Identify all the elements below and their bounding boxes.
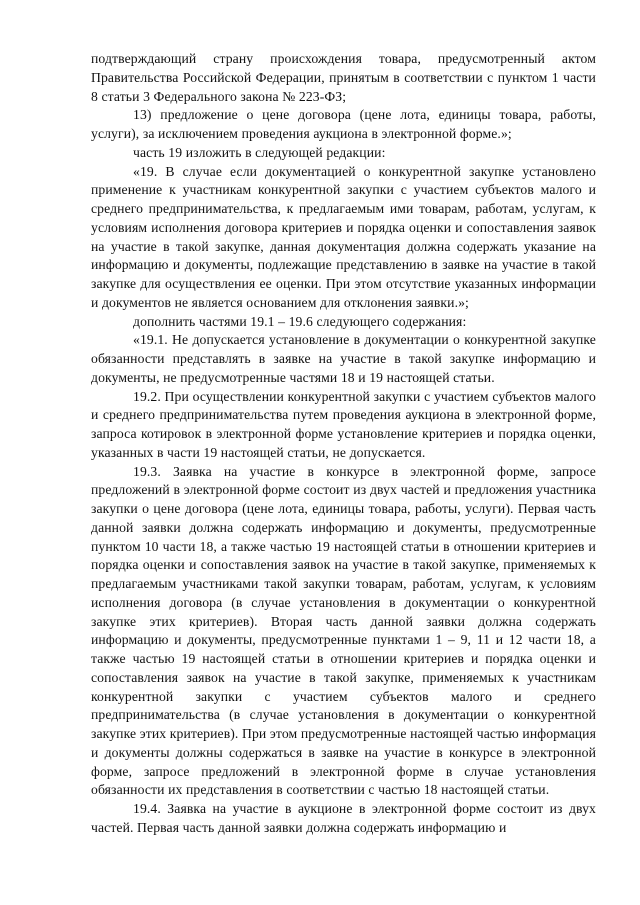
- paragraph-country-of-origin: подтверждающий страну происхождения товара, предусмотренный актом Правительства Российской Федерации, принятым в соответствии с пунктом 1 части 8 статьи 3 Федерального закона № 223-ФЗ;: [91, 51, 596, 104]
- paragraph-part-19-4: 19.4. Заявка на участие в аукционе в электронной форме состоит из двух частей. Первая часть данной заявки должна содержать информацию и: [91, 801, 596, 835]
- paragraph-part-19-intro: часть 19 изложить в следующей редакции:: [133, 144, 386, 160]
- paragraph-part-19-3: 19.3. Заявка на участие в конкурсе в электронной форме, запросе предложений в электронной форме состоит из двух частей и предложения участника закупки о цене договора (цене лота, единицы товара, работы, услуги). Первая часть данной заявки должна содержать информацию и документы, предусмотренные пунктом 10 части 18, а также частью 19 настоящей статьи в отношении критериев и порядка оценки и сопоставления заявок на участие в такой закупке, применяемых к предлагаемым участниками такой закупки товарам, работам, услугам, к условиям исполнения договора (в случае установления в документации о конкурентной закупке этих критериев). Вторая часть данной заявки должна содержать информацию и документы, предусмотренные пунктами 1 – 9, 11 и 12 части 18, а также частью 19 настоящей статьи в отношении критериев и порядка оценки и сопоставления заявок на участие в такой закупке, применяемых к участникам конкурентной закупки с участием субъектов малого и среднего предпринимательства (в случае установления в документации о конкурентной закупке этих критериев). При этом предусмотренные настоящей частью информация и документы должны содержаться в заявке на участие в конкурсе в электронной форме, запросе предложений в электронной форме в случае установления обязанности их представления в соответствии с частью 18 настоящей статьи.: [91, 463, 596, 798]
- document-body: [91, 50, 596, 838]
- paragraph-part-19-2: 19.2. При осуществлении конкурентной закупки с участием субъектов малого и среднего предпринимательства путем проведения аукциона в электронной форме, запроса котировок в электронной форме установление критериев и порядка оценки, указанных в части 19 настоящей статьи, не допускается.: [91, 388, 596, 460]
- paragraph-part-19-1: «19.1. Не допускается установление в документации о конкурентной закупке обязанности представлять в заявке на участие в такой закупке информацию и документы, не предусмотренные частями 18 и 19 настоящей статьи.: [91, 332, 596, 385]
- paragraph-parts-19-1-19-6-intro: дополнить частями 19.1 – 19.6 следующего содержания:: [133, 313, 467, 329]
- paragraph-item-13: 13) предложение о цене договора (цене лота, единицы товара, работы, услуги), за исключением проведения аукциона в электронной форме.»;: [91, 107, 596, 141]
- paragraph-part-19: «19. В случае если документацией о конкурентной закупке установлено применение к участникам конкурентной закупки с участием субъектов малого и среднего предпринимательства, к предлагаемым ими товарам, работам, услугам, к условиям исполнения договора критериев и порядка оценки и сопоставления заявок на участие в такой закупке, данная документация должна содержать указание на информацию и документы, подлежащие представлению в заявке на участие в такой закупке для осуществления ее оценки. При этом отсутствие указанных информации и документов не является основанием для отклонения заявки.»;: [91, 163, 596, 310]
